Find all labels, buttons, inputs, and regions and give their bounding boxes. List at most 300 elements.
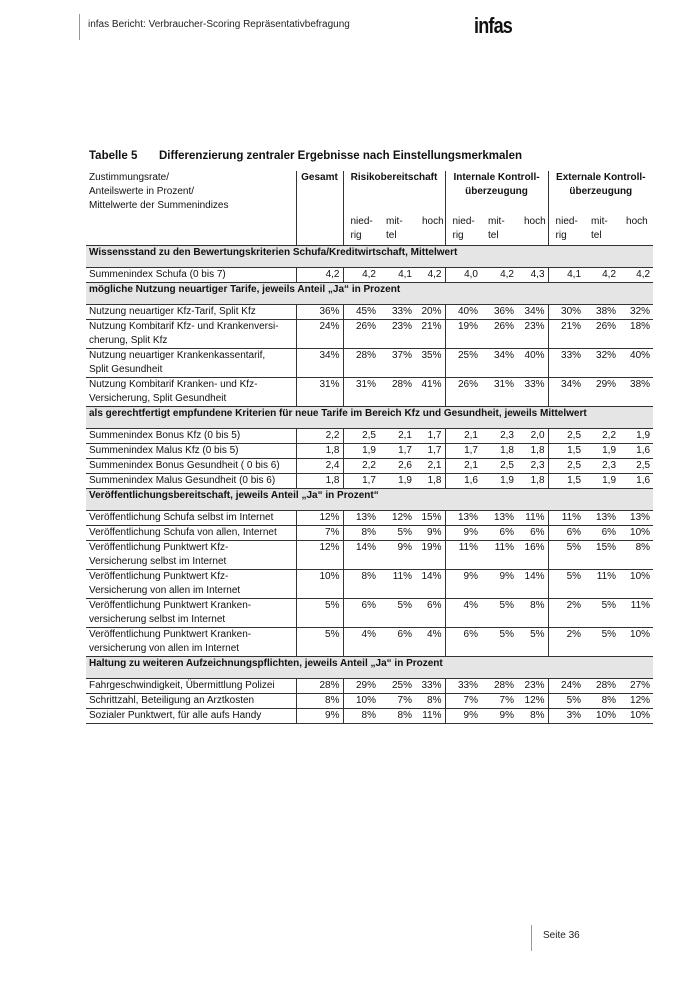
value-cell: 2,1: [445, 429, 481, 444]
value-cell: 5%: [379, 526, 415, 541]
value-cell: 14%: [517, 570, 548, 599]
section-header-row: [86, 283, 653, 305]
row-label: [86, 679, 296, 694]
value-cell: 1,8: [296, 444, 343, 459]
value-cell: 1,7: [445, 444, 481, 459]
section-title: mögliche Nutzung neuartiger Tarife, jeweils Anteil „Ja“ in Prozent: [86, 283, 653, 305]
row-label: [86, 511, 296, 526]
value-cell: 5%: [584, 628, 619, 657]
value-cell: 32%: [619, 305, 653, 320]
value-cell: 4%: [415, 628, 445, 657]
value-cell: 1,7: [343, 474, 379, 489]
table-row: [86, 429, 653, 444]
value-cell: 6%: [415, 599, 445, 628]
table-row: [86, 378, 653, 407]
table-row: [86, 599, 653, 628]
value-cell: 4,3: [517, 268, 548, 283]
value-cell: 26%: [445, 378, 481, 407]
value-cell: 6%: [445, 628, 481, 657]
text-line: Veröffentlichung Punktwert Kranken-: [89, 629, 252, 640]
value-cell: 8%: [517, 709, 548, 724]
value-cell: 1,5: [548, 474, 584, 489]
text-line: Summenindex Schufa (0 bis 7): [89, 269, 226, 280]
value-cell: 2,5: [548, 429, 584, 444]
value-cell: 9%: [415, 526, 445, 541]
value-cell: 13%: [619, 511, 653, 526]
value-cell: 9%: [445, 570, 481, 599]
value-cell: 34%: [548, 378, 584, 407]
value-cell: 10%: [619, 526, 653, 541]
value-cell: 28%: [296, 679, 343, 694]
value-cell: 4,2: [415, 268, 445, 283]
value-cell: 4,1: [379, 268, 415, 283]
value-cell: 26%: [343, 320, 379, 349]
value-cell: 21%: [415, 320, 445, 349]
row-label: [86, 570, 296, 599]
value-cell: 7%: [481, 694, 517, 709]
value-cell: 24%: [296, 320, 343, 349]
value-cell: 6%: [343, 599, 379, 628]
value-cell: 7%: [296, 526, 343, 541]
value-cell: 4%: [343, 628, 379, 657]
text-line: Versicherung, Split Gesundheit: [89, 393, 227, 404]
value-cell: 9%: [481, 570, 517, 599]
value-cell: 8%: [343, 709, 379, 724]
infas-logo: infas: [474, 13, 513, 38]
footer-divider: [531, 925, 532, 951]
value-cell: 5%: [296, 628, 343, 657]
value-cell: 2%: [548, 599, 584, 628]
text-line: Nutzung neuartiger Krankenkassentarif,: [89, 350, 266, 361]
value-cell: 38%: [619, 378, 653, 407]
value-cell: 11%: [584, 570, 619, 599]
value-cell: 1,8: [481, 444, 517, 459]
table-row: [86, 709, 653, 724]
section-header-row: [86, 246, 653, 268]
table-caption: [89, 150, 522, 162]
row-label: [86, 320, 296, 349]
value-cell: 1,9: [584, 444, 619, 459]
gesamt-header: Gesamt: [296, 171, 343, 215]
value-cell: 2,2: [584, 429, 619, 444]
text-line: Versicherung von allen im Internet: [89, 585, 241, 596]
value-cell: 2,3: [481, 429, 517, 444]
text-line: versicherung selbst im Internet: [89, 614, 226, 625]
value-cell: 2,1: [415, 459, 445, 474]
value-cell: 11%: [481, 541, 517, 570]
level-header: [379, 215, 415, 246]
value-cell: 10%: [343, 694, 379, 709]
value-cell: 28%: [343, 349, 379, 378]
value-cell: 28%: [481, 679, 517, 694]
value-cell: 2,1: [379, 429, 415, 444]
value-cell: 11%: [379, 570, 415, 599]
value-cell: 11%: [619, 599, 653, 628]
value-cell: 1,8: [517, 474, 548, 489]
value-cell: 31%: [481, 378, 517, 407]
value-cell: 2,2: [343, 459, 379, 474]
value-cell: 33%: [415, 679, 445, 694]
value-cell: 1,9: [619, 429, 653, 444]
table-row: [86, 349, 653, 378]
level-header: [517, 215, 548, 246]
row-label: [86, 628, 296, 657]
text-line: nied-: [452, 216, 475, 227]
text-line: versicherung von allen im Internet: [89, 643, 240, 654]
text-line: nied-: [350, 216, 373, 227]
report-title: infas Bericht: Verbraucher-Scoring Repräsentativbefragung: [88, 19, 350, 30]
value-cell: 5%: [548, 694, 584, 709]
level-header: [343, 215, 379, 246]
value-cell: 33%: [379, 305, 415, 320]
value-cell: 11%: [517, 511, 548, 526]
value-cell: 5%: [548, 570, 584, 599]
value-cell: 6%: [548, 526, 584, 541]
header-divider: [79, 14, 80, 40]
text-line: rig: [452, 230, 464, 241]
value-cell: 2,2: [296, 429, 343, 444]
value-cell: 2,6: [379, 459, 415, 474]
value-cell: 23%: [379, 320, 415, 349]
value-cell: 12%: [517, 694, 548, 709]
row-label: [86, 709, 296, 724]
row-label: [86, 459, 296, 474]
value-cell: 8%: [296, 694, 343, 709]
value-cell: 23%: [517, 679, 548, 694]
value-cell: 4%: [445, 599, 481, 628]
value-cell: 4,1: [548, 268, 584, 283]
value-cell: 37%: [379, 349, 415, 378]
text-line: überzeugung: [465, 186, 528, 197]
value-cell: 10%: [296, 570, 343, 599]
value-cell: 23%: [517, 320, 548, 349]
level-header: [415, 215, 445, 246]
table-row: [86, 444, 653, 459]
value-cell: 13%: [584, 511, 619, 526]
value-cell: 33%: [517, 378, 548, 407]
text-line: Veröffentlichung Punktwert Kranken-: [89, 600, 252, 611]
value-cell: 40%: [445, 305, 481, 320]
value-cell: 19%: [445, 320, 481, 349]
value-cell: 1,6: [445, 474, 481, 489]
value-cell: 5%: [548, 541, 584, 570]
value-cell: 31%: [343, 378, 379, 407]
value-cell: 36%: [296, 305, 343, 320]
value-cell: 1,7: [379, 444, 415, 459]
value-cell: 8%: [415, 694, 445, 709]
value-cell: 1,8: [517, 444, 548, 459]
value-cell: 5%: [481, 599, 517, 628]
text-line: Nutzung neuartiger Kfz-Tarif, Split Kfz: [89, 306, 256, 317]
subheader-row: [86, 215, 653, 246]
value-cell: 34%: [517, 305, 548, 320]
row-label: [86, 694, 296, 709]
value-cell: 11%: [445, 541, 481, 570]
section-header-row: [86, 407, 653, 429]
value-cell: 40%: [619, 349, 653, 378]
value-cell: 16%: [517, 541, 548, 570]
text-line: cherung, Split Kfz: [89, 335, 168, 346]
value-cell: 11%: [415, 709, 445, 724]
value-cell: 38%: [584, 305, 619, 320]
table-row: [86, 459, 653, 474]
text-line: tel: [591, 230, 602, 241]
value-cell: 7%: [445, 694, 481, 709]
value-cell: 41%: [415, 378, 445, 407]
value-cell: 36%: [481, 305, 517, 320]
value-cell: 9%: [481, 709, 517, 724]
text-line: Summenindex Malus Gesundheit (0 bis 6): [89, 475, 276, 486]
text-line: Summenindex Bonus Kfz (0 bis 5): [89, 430, 241, 441]
section-title: Veröffentlichungsbereitschaft, jeweils Anteil „Ja“ in Prozent“: [86, 489, 653, 511]
text-line: Veröffentlichung Schufa selbst im Internet: [89, 512, 274, 523]
value-cell: 2,1: [445, 459, 481, 474]
value-cell: 12%: [296, 511, 343, 526]
row-label: [86, 268, 296, 283]
value-cell: 1,9: [481, 474, 517, 489]
value-cell: 24%: [548, 679, 584, 694]
row-label: [86, 305, 296, 320]
results-table: [86, 171, 653, 724]
table-row: [86, 320, 653, 349]
value-cell: 2%: [548, 628, 584, 657]
value-cell: 29%: [343, 679, 379, 694]
table-row: [86, 679, 653, 694]
value-cell: 19%: [415, 541, 445, 570]
value-cell: 10%: [619, 628, 653, 657]
value-cell: 33%: [445, 679, 481, 694]
value-cell: 1,9: [343, 444, 379, 459]
value-cell: 11%: [548, 511, 584, 526]
header-row: [86, 171, 653, 215]
value-cell: 6%: [584, 526, 619, 541]
row-label: [86, 599, 296, 628]
text-line: tel: [488, 230, 499, 241]
value-cell: 45%: [343, 305, 379, 320]
value-cell: 34%: [481, 349, 517, 378]
section-header-row: [86, 489, 653, 511]
value-cell: 1,8: [415, 474, 445, 489]
section-title: Haltung zu weiteren Aufzeichnungspflichten, jeweils Anteil „Ja“ in Prozent: [86, 657, 653, 679]
value-cell: 1,6: [619, 444, 653, 459]
value-cell: 1,7: [415, 444, 445, 459]
text-line: Internale Kontroll-: [453, 172, 540, 183]
level-header: [445, 215, 481, 246]
value-cell: 8%: [584, 694, 619, 709]
text-line: mit-: [386, 216, 403, 227]
text-line: rig: [555, 230, 567, 241]
table-title: Differenzierung zentraler Ergebnisse nach Einstellungsmerkmalen: [159, 150, 522, 162]
value-cell: 28%: [584, 679, 619, 694]
value-cell: 4,2: [584, 268, 619, 283]
value-cell: 5%: [296, 599, 343, 628]
value-cell: 13%: [343, 511, 379, 526]
text-line: mit-: [591, 216, 608, 227]
text-line: Externale Kontroll-: [556, 172, 646, 183]
value-cell: 1,9: [379, 474, 415, 489]
value-cell: 8%: [619, 541, 653, 570]
value-cell: 28%: [379, 378, 415, 407]
text-line: Anteilswerte in Prozent/: [89, 186, 195, 197]
text-line: Schrittzahl, Beteiligung an Arztkosten: [89, 695, 255, 706]
row-label: [86, 349, 296, 378]
value-cell: 10%: [619, 570, 653, 599]
value-cell: 4,2: [481, 268, 517, 283]
row-label: [86, 474, 296, 489]
table-row: [86, 526, 653, 541]
text-line: Mittelwerte der Summenindizes: [89, 200, 229, 211]
section-title: als gerechtfertigt empfundene Kriterien für neue Tarife im Bereich Kfz und Gesundheit, jeweils Mittelwert: [86, 407, 653, 429]
value-cell: 9%: [379, 541, 415, 570]
table-row: [86, 694, 653, 709]
text-line: Veröffentlichung Schufa von allen, Internet: [89, 527, 277, 538]
value-cell: 12%: [296, 541, 343, 570]
table-row: [86, 305, 653, 320]
value-cell: 26%: [584, 320, 619, 349]
value-cell: 14%: [343, 541, 379, 570]
text-line: rig: [350, 230, 362, 241]
value-cell: 5%: [584, 599, 619, 628]
row-label: [86, 378, 296, 407]
table-row: [86, 541, 653, 570]
value-cell: 31%: [296, 378, 343, 407]
value-cell: 2,5: [548, 459, 584, 474]
text-line: Fahrgeschwindigkeit, Übermittlung Polizei: [89, 680, 275, 691]
value-cell: 2,5: [619, 459, 653, 474]
value-cell: 2,5: [481, 459, 517, 474]
value-cell: 8%: [379, 709, 415, 724]
table-row: [86, 474, 653, 489]
row-label: [86, 541, 296, 570]
value-cell: 6%: [379, 628, 415, 657]
value-cell: 20%: [415, 305, 445, 320]
value-cell: 18%: [619, 320, 653, 349]
value-cell: 26%: [481, 320, 517, 349]
value-cell: 8%: [343, 570, 379, 599]
text-line: Split Gesundheit: [89, 364, 163, 375]
value-cell: 14%: [415, 570, 445, 599]
value-cell: 4,2: [619, 268, 653, 283]
text-line: Summenindex Malus Kfz (0 bis 5): [89, 445, 239, 456]
value-cell: 10%: [619, 709, 653, 724]
value-cell: 12%: [619, 694, 653, 709]
text-line: tel: [386, 230, 397, 241]
value-cell: 27%: [619, 679, 653, 694]
value-cell: 29%: [584, 378, 619, 407]
text-line: nied-: [555, 216, 578, 227]
value-cell: 8%: [517, 599, 548, 628]
value-cell: 2,3: [584, 459, 619, 474]
value-cell: 13%: [445, 511, 481, 526]
text-line: Veröffentlichung Punktwert Kfz-: [89, 542, 229, 553]
value-cell: 9%: [445, 709, 481, 724]
table-row: [86, 268, 653, 283]
value-cell: 10%: [584, 709, 619, 724]
value-cell: 1,6: [619, 474, 653, 489]
text-line: Zustimmungsrate/: [89, 172, 170, 183]
value-cell: 40%: [517, 349, 548, 378]
value-cell: 5%: [481, 628, 517, 657]
text-line: Versicherung selbst im Internet: [89, 556, 227, 567]
row-label: [86, 429, 296, 444]
value-cell: 30%: [548, 305, 584, 320]
group-header: [445, 171, 548, 215]
table-number: Tabelle 5: [89, 150, 138, 162]
table-row: [86, 511, 653, 526]
value-cell: 34%: [296, 349, 343, 378]
value-cell: 9%: [296, 709, 343, 724]
value-cell: 2,0: [517, 429, 548, 444]
level-header: [548, 215, 584, 246]
value-cell: 15%: [584, 541, 619, 570]
value-cell: 13%: [481, 511, 517, 526]
section-title: Wissensstand zu den Bewertungskriterien Schufa/Kreditwirtschaft, Mittelwert: [86, 246, 653, 268]
value-cell: 6%: [517, 526, 548, 541]
value-cell: 25%: [379, 679, 415, 694]
value-cell: 4,0: [445, 268, 481, 283]
value-cell: 4,2: [296, 268, 343, 283]
row-label: [86, 526, 296, 541]
text-line: hoch: [524, 216, 546, 227]
text-line: hoch: [422, 216, 444, 227]
section-header-row: [86, 657, 653, 679]
value-cell: 21%: [548, 320, 584, 349]
value-cell: 6%: [481, 526, 517, 541]
value-cell: 32%: [584, 349, 619, 378]
value-cell: 2,5: [343, 429, 379, 444]
value-cell: 5%: [379, 599, 415, 628]
text-line: hoch: [626, 216, 648, 227]
value-cell: 1,8: [296, 474, 343, 489]
text-line: Veröffentlichung Punktwert Kfz-: [89, 571, 229, 582]
level-header: [584, 215, 619, 246]
value-cell: 2,4: [296, 459, 343, 474]
text-line: Nutzung Kombitarif Kfz- und Krankenversi-: [89, 321, 279, 332]
value-cell: 9%: [445, 526, 481, 541]
value-cell: 35%: [415, 349, 445, 378]
value-cell: 15%: [415, 511, 445, 526]
text-line: Summenindex Bonus Gesundheit ( 0 bis 6): [89, 460, 280, 471]
table-row: [86, 570, 653, 599]
value-cell: 1,7: [415, 429, 445, 444]
gesamt-subheader: [296, 215, 343, 246]
value-cell: 1,9: [584, 474, 619, 489]
text-line: Risikobereitschaft: [350, 172, 438, 183]
level-header: [619, 215, 653, 246]
value-cell: 8%: [343, 526, 379, 541]
text-line: Sozialer Punktwert, für alle aufs Handy: [89, 710, 262, 721]
page-number: Seite 36: [543, 930, 580, 941]
text-line: überzeugung: [569, 186, 633, 197]
label-column-subheader: [86, 215, 296, 246]
row-label: [86, 444, 296, 459]
text-line: Nutzung Kombitarif Kranken- und Kfz-: [89, 379, 258, 390]
value-cell: 25%: [445, 349, 481, 378]
group-header: [343, 171, 445, 215]
value-cell: 12%: [379, 511, 415, 526]
value-cell: 4,2: [343, 268, 379, 283]
value-cell: 5%: [517, 628, 548, 657]
table-row: [86, 628, 653, 657]
value-cell: 1,5: [548, 444, 584, 459]
value-cell: 3%: [548, 709, 584, 724]
value-cell: 2,3: [517, 459, 548, 474]
text-line: mit-: [488, 216, 505, 227]
label-column-header: [86, 171, 296, 215]
level-header: [481, 215, 517, 246]
group-header: [548, 171, 653, 215]
value-cell: 7%: [379, 694, 415, 709]
